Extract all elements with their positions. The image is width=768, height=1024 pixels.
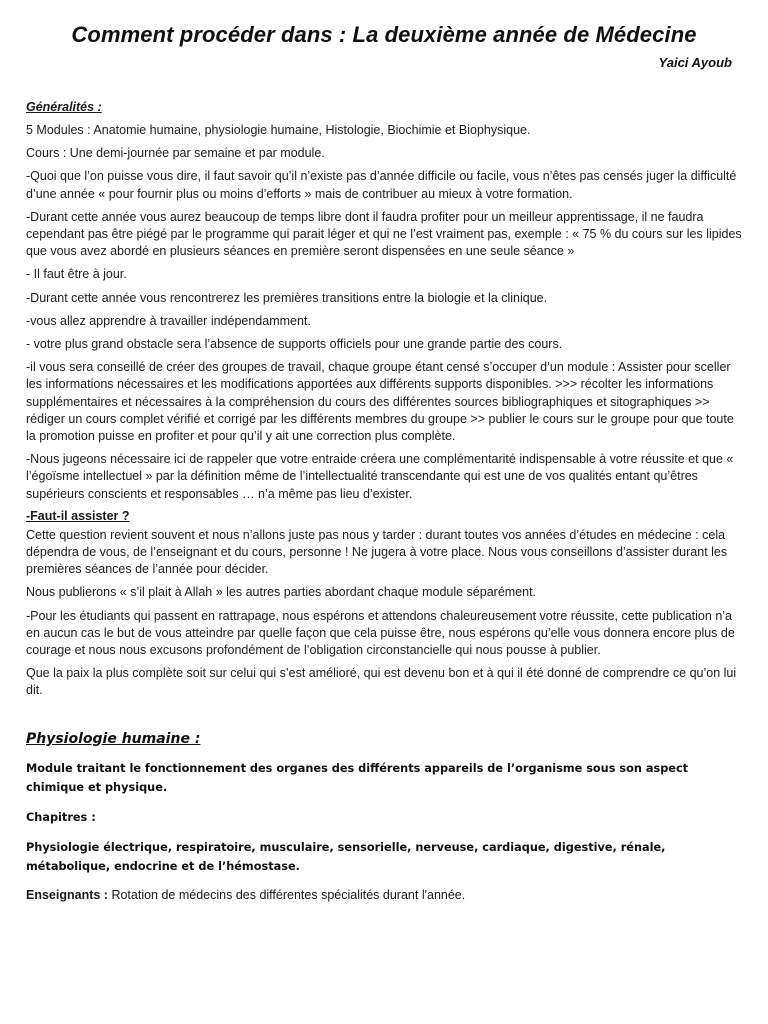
section-heading-faut-il-assister: -Faut-il assister ? — [26, 508, 130, 523]
paragraph: Cette question revient souvent et nous n’allons juste pas nous y tarder : durant toutes vos années d’études en médecine : cela dépendra de vous, de l’enseignant et du cours, personne ! Ne jugera à votre place. Nous vous conseillons d’assister durant les premières séances de l’année pour décider. — [26, 527, 728, 577]
enseignants-line — [26, 887, 744, 904]
paragraph: -Quoi que l’on puisse vous dire, il faut savoir qu’il n’existe pas d’année difficile ou facile, vous n’êtes pas censés juger la difficulté d’une année « pour fournir plus ou moins d’efforts » mais de contribuer au mieux à votre formation. — [26, 169, 737, 201]
paragraph: -Nous jugeons nécessaire ici de rappeler que votre entraide créera une complémentarité indispensable à votre réussite et que « l’égoïsme intellectuel » par la définition même de l’intellectualité transcendante qui est une de vos qualités entant qu’êtres supérieurs conscients et responsables … n’a même pas lieu d’exister. — [26, 452, 734, 501]
paragraph: - Il faut être à jour. — [26, 267, 127, 282]
paragraph: Que la paix la plus complète soit sur celui qui s’est amélioré, qui est devenu bon et à qui il été donné de comprendre ce qu’on lui dit. — [26, 666, 737, 698]
section-heading-physiologie: Physiologie humaine : — [26, 730, 201, 747]
document-title: Comment procéder dans : La deuxième année de Médecine — [71, 22, 697, 47]
paragraph: Nous publierons « s’il plait à Allah » les autres parties abordant chaque module séparément. — [26, 585, 537, 600]
paragraph: -vous allez apprendre à travailler indépendamment. — [26, 313, 311, 328]
author-name: Yaici Ayoub — [658, 55, 732, 70]
enseignants-text: Rotation de médecins des différentes spécialités durant l'année. — [111, 887, 466, 902]
paragraph: - votre plus grand obstacle sera l’absence de supports officiels pour une grande partie des cours. — [26, 337, 563, 352]
paragraph: -Durant cette année vous rencontrerez les premières transitions entre la biologie et la clinique. — [26, 290, 548, 305]
chapitres-list: Physiologie électrique, respiratoire, musculaire, sensorielle, nerveuse, cardiaque, digestive, rénale, métabolique, endocrine et de l’hémostase. — [26, 840, 666, 873]
paragraph: -il vous sera conseillé de créer des groupes de travail, chaque groupe étant censé s’occuper d’un module : Assister pour sceller les informations nécessaires et les modifications apportées aux différents supports disponibles. >>> récolter les informations supplémentaires et nécessaires à la compréhension du cours des différentes sources bibliographiques et sitographiques >> rédiger un cours complet vérifié et corrigé par les différents membres du groupe >> publier le cours sur le groupe pour que toute la promotion puisse en profiter et pour qu’il y ait une correction plus complète. — [26, 360, 734, 444]
paragraph: -Durant cette année vous aurez beaucoup de temps libre dont il faudra profiter pour un meilleur apprentissage, il ne faudra cependant pas être piégé par le programme qui parait léger et qui ne l’est vraiment pas, exemple : « 75 % du cours sur les lipides que vous avez abordé en plusieurs séances en première seront dispensées en une seule séance » — [26, 209, 742, 259]
paragraph: -Pour les étudiants qui passent en rattrapage, nous espérons et attendons chaleureusement votre réussite, cette publication n’a en aucun cas le but de vous atteindre par quelle façon que cela puisse être, nous espérons qu’elle vous donnera encore plus de courage et nous nous excusons profondément de l’obligation circonstancielle qui nous pousse à publier. — [26, 608, 735, 658]
paragraph: 5 Modules : Anatomie humaine, physiologie humaine, Histologie, Biochimie et Biophysique. — [26, 123, 531, 137]
section-spacer — [26, 706, 744, 731]
section-heading-generalites: Généralités : — [26, 100, 102, 114]
enseignants-label: Enseignants : — [26, 887, 108, 902]
document-body — [26, 100, 744, 904]
module-description: Module traitant le fonctionnement des organes des différents appareils de l’organisme sous son aspect chimique et physique. — [26, 761, 689, 794]
chapitres-label: Chapitres : — [26, 810, 96, 824]
paragraph: Cours : Une demi-journée par semaine et par module. — [26, 146, 325, 161]
